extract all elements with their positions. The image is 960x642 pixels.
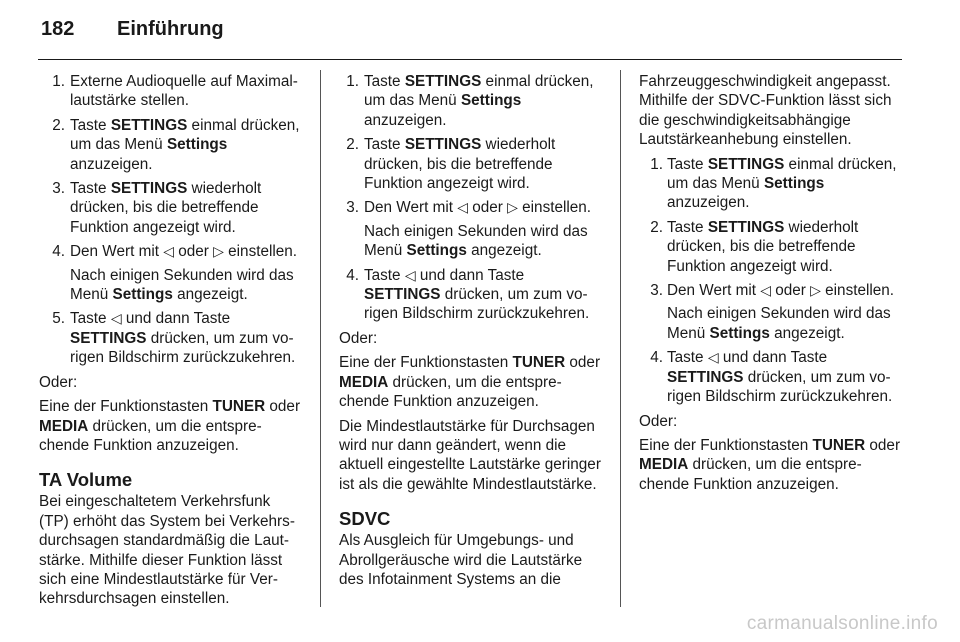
list-item: 1. Taste SETTINGS einmal drücken, um das Menü Settings anzuzeigen. (650, 155, 897, 212)
list-item: 4. Den Wert mit ◁ oder ▷ einstellen. Nach einigen Sekunden wird das Menü Settings angezeigt. (45, 242, 304, 304)
list-item: 2. Taste SETTINGS wiederholt drücken, bis die betreffende Funktion angezeigt wird. (650, 218, 859, 275)
list-item: 5. Taste ◁ und dann Taste SETTINGS drücken, um zum vorigen Bildschirm zurückzukehren. (52, 310, 296, 367)
settings-key: SETTINGS (707, 218, 785, 236)
settings-key: SETTINGS (70, 329, 147, 347)
column-1 (39, 72, 304, 614)
left-triangle-icon: ◁ (707, 349, 719, 366)
list-item: 3. Den Wert mit ◁ oder ▷ einstellen. Nach einigen Sekunden wird das Menü Settings angezeigt. (339, 198, 604, 260)
page-number: 182 (41, 18, 75, 40)
list-item: 2. Taste SETTINGS einmal drücken, um das Menü Settings anzuzeigen. (52, 116, 300, 173)
ta-volume-heading: TA Volume (39, 469, 133, 491)
settings-key: SETTINGS (404, 73, 482, 90)
sdvc-text: Als Ausgleich für Umgebungs- und Abrollgeräusche wird die Lautstärke des Infotainment Systems an die (339, 532, 583, 588)
settings-menu-label: Settings (460, 92, 522, 110)
watermark-text: carmanualsonline.info (746, 613, 938, 634)
list-item: 4. Taste ◁ und dann Taste SETTINGS drücken, um zum vorigen Bildschirm zurückzukehren. (650, 349, 893, 406)
settings-key: SETTINGS (404, 136, 482, 154)
page-header (41, 18, 224, 41)
list-item: 3. Den Wert mit ◁ oder ▷ einstellen. Nach einigen Sekunden wird das Menü Settings angezeigt. (643, 281, 904, 343)
steps-list-2 (339, 72, 604, 324)
oder-text: Oder: (39, 373, 78, 391)
right-triangle-icon: ▷ (213, 243, 224, 260)
settings-key: SETTINGS (707, 155, 785, 173)
right-triangle-icon: ▷ (810, 282, 821, 299)
settings-key: SETTINGS (364, 286, 441, 304)
left-triangle-icon: ◁ (457, 199, 468, 216)
column-divider-2 (620, 70, 621, 607)
ta-volume-text: Bei eingeschaltetem Verkehrsfunk (TP) erhöht das System bei Verkehrsdurchsagen standardmäßig die Lautstärke. Mithilfe dieser Funktion lässt sich eine Mindestlautstärke für Verkehrsdurchsagen einstellen. (39, 493, 295, 608)
settings-key: SETTINGS (110, 180, 188, 198)
oder-text: Oder: (639, 412, 678, 430)
sdvc-intro-text: Fahrzeuggeschwindigkeit angepasst. Mithilfe der SDVC-Funktion lässt sich die geschwindigkeitsabhängige Lautstärkeanhebung einstellen. (639, 73, 892, 149)
left-triangle-icon: ◁ (760, 282, 771, 299)
note: Nach einigen Sekunden wird das Menü Settings angezeigt. (70, 266, 294, 304)
list-item: 1. Taste SETTINGS einmal drücken, um das Menü Settings anzuzeigen. (346, 73, 594, 129)
column-3 (639, 72, 904, 499)
alternative-text: Eine der Funktionstasten TUNER oder MEDIA drücken, um die entsprechende Funktion anzuzeigen. (39, 398, 301, 454)
list-item: 3. Taste SETTINGS wiederholt drücken, bis die betreffende Funktion angezeigt wird. (52, 180, 262, 236)
right-triangle-icon: ▷ (507, 199, 518, 216)
settings-key: SETTINGS (110, 116, 188, 134)
settings-menu-label: Settings (166, 136, 228, 154)
column-divider-1 (320, 70, 321, 607)
steps-list-3 (643, 155, 904, 407)
note: Nach einigen Sekunden wird das Menü Settings angezeigt. (364, 222, 588, 260)
alternative-text: Eine der Funktionstasten TUNER oder MEDIA drücken, um die entsprechende Funktion anzuzeigen. (639, 436, 901, 493)
settings-menu-label: Settings (763, 175, 825, 193)
left-triangle-icon: ◁ (110, 310, 122, 327)
page-title: Einführung (117, 18, 224, 40)
oder-text: Oder: (339, 329, 378, 347)
column-2 (339, 72, 604, 594)
left-triangle-icon: ◁ (404, 266, 416, 283)
alternative-text: Eine der Funktionstasten TUNER oder MEDIA drücken, um die entsprechende Funktion anzuzeigen. (339, 354, 601, 411)
sdvc-heading: SDVC (339, 508, 391, 530)
header-rule (38, 59, 902, 60)
list-item: 4. Taste ◁ und dann Taste SETTINGS drücken, um zum vorigen Bildschirm zurückzukehren. (346, 266, 590, 323)
left-triangle-icon: ◁ (163, 243, 174, 260)
list-item: 2. Taste SETTINGS wiederholt drücken, bis die betreffende Funktion angezeigt wird. (346, 136, 556, 193)
note: Nach einigen Sekunden wird das Menü Settings angezeigt. (667, 305, 891, 342)
min-volume-text: Die Mindestlautstärke für Durchsagen wird nur dann geändert, wenn die aktuell eingestellte Lautstärke geringer ist als die gewählte Mindestlautstärke. (339, 417, 601, 493)
steps-list-1 (45, 72, 304, 368)
list-item: 1. Externe Audioquelle auf Maximallautstärke stellen. (52, 73, 298, 110)
settings-key: SETTINGS (667, 368, 744, 386)
